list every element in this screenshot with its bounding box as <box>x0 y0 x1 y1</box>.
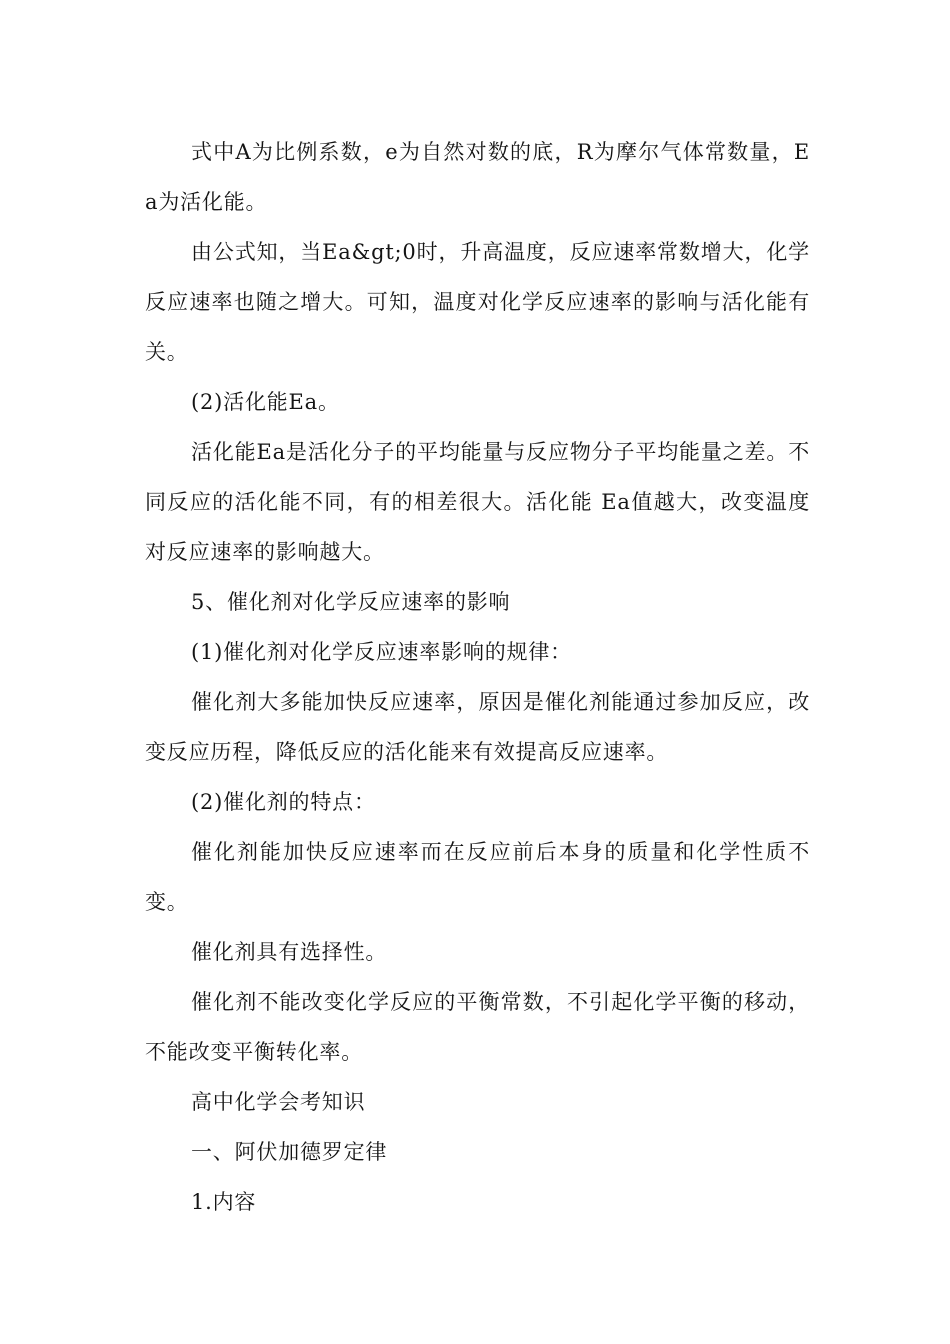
paragraph-catalyst-feature-3: 催化剂不能改变化学反应的平衡常数，不引起化学平衡的移动，不能改变平衡转化率。 <box>145 990 810 1064</box>
heading-catalyst-section: 5、催化剂对化学反应速率的影响 <box>191 590 511 614</box>
paragraph-catalyst-feature-2: 催化剂具有选择性。 <box>191 940 388 964</box>
heading-catalyst-rule: (1)催化剂对化学反应速率影响的规律： <box>191 640 572 664</box>
paragraph-temperature-effect: 由公式知，当Ea&gt;0时，升高温度，反应速率常数增大，化学反应速率也随之增大。可知，温度对化学反应速率的影响与活化能有关。 <box>145 240 810 364</box>
paragraph-activation-energy-definition: 活化能Ea是活化分子的平均能量与反应物分子平均能量之差。不同反应的活化能不同，有的相差很大。活化能 Ea值越大，改变温度对反应速率的影响越大。 <box>145 440 810 564</box>
heading-exam-knowledge: 高中化学会考知识 <box>191 1090 366 1114</box>
heading-catalyst-features: (2)催化剂的特点： <box>191 790 376 814</box>
heading-avogadro-law: 一、阿伏加德罗定律 <box>191 1140 388 1164</box>
paragraph-formula-symbols: 式中A为比例系数，e为自然对数的底，R为摩尔气体常数量，Ea为活化能。 <box>145 140 810 214</box>
paragraph-catalyst-rule: 催化剂大多能加快反应速率，原因是催化剂能通过参加反应，改变反应历程，降低反应的活化能来有效提高反应速率。 <box>145 690 810 764</box>
heading-activation-energy: (2)活化能Ea。 <box>191 390 340 414</box>
heading-content: 1.内容 <box>191 1190 257 1214</box>
paragraph-catalyst-feature-1: 催化剂能加快反应速率而在反应前后本身的质量和化学性质不变。 <box>145 840 810 914</box>
